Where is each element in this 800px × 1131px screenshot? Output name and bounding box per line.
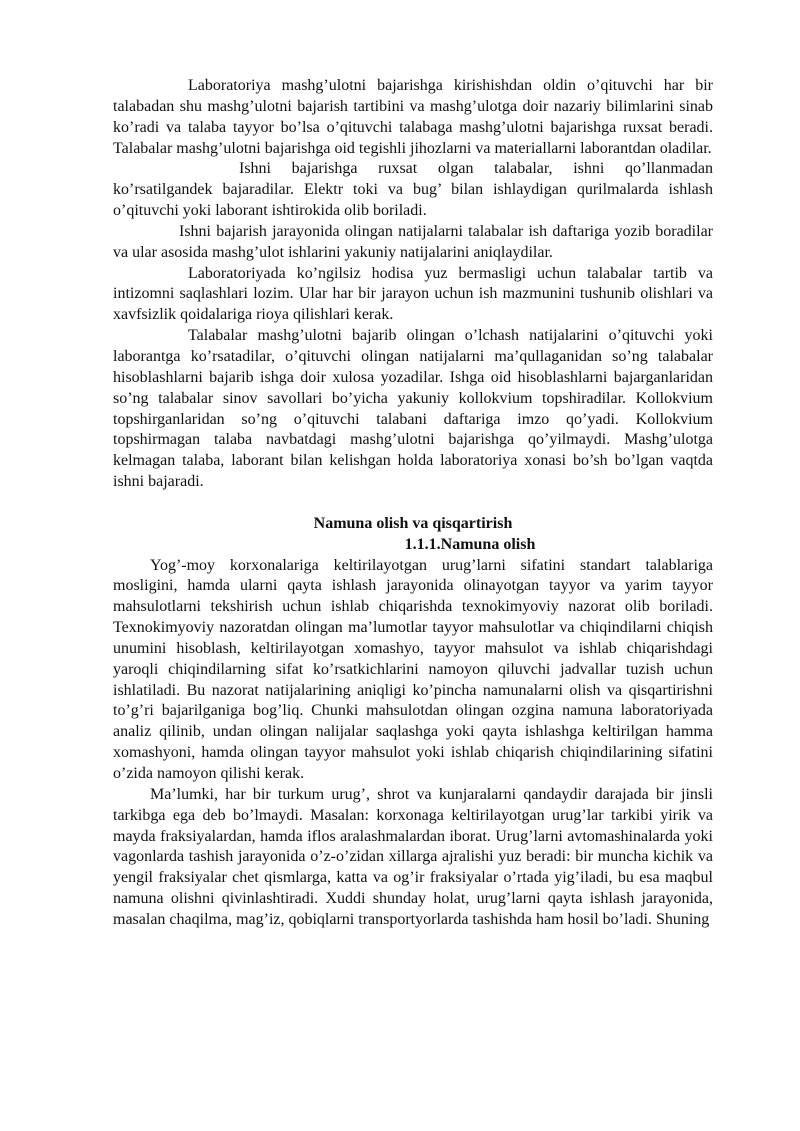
spacer (113, 493, 713, 514)
paragraph-results-recording: Ishni bajarish jarayonida olingan natijalarni talabalar ish daftariga yozib boradilar va ular asosida mashg’ulot ishlarini yakuniy natijalarini aniqlaydilar. (113, 222, 713, 261)
subsection-heading: 1.1.1.Namuna olish (404, 535, 536, 553)
paragraph-permission: Ishni bajarishga ruxsat olgan talabalar, ishni qo’llanmadan ko’rsatilgandek bajaradilar. Elektr toki va bug’ bilan ishlaydigan qurilmalarda ishlash o’qituvchi yoki laborant ishtirokida olib boriladi. (113, 160, 713, 220)
paragraph-seed-heterogeneity: Ma’lumki, har bir turkum urug’, shrot va kunjaralarni qandaydir darajada bir jinsli tarkibga ega deb bo’lmaydi. Masalan: korxonaga keltirilayotgan urug’lar tarkibi yirik va mayda fraksiyalardan, hamda iflos aralashmalardan iborat. Urug’larni avtomashinalarda yoki vagonlarda tashish jarayonida o’z-o’zidan xillarga ajralishi yuz beradi: bir muncha kichik va yengil fraksiyalar chet qismlarga, katta va og’ir fraksiyalar o’rtada yig’iladi, bu esa maqbul namuna olishni qivinlashtiradi. Xuddi shunday holat, urug’larni qayta ishlash jarayonida, masalan chaqilma, mag’iz, qobiqlarni transportyorlarda tashishda ham hosil bo’ladi. Shuning (113, 785, 713, 928)
paragraph-technochemical-control: Yog’-moy korxonalariga keltirilayotgan urug’larni sifatini standart talablariga mosligini, hamda ularni qayta ishlash jarayonida olinayotgan tayyor va yarim tayyor mahsulotlarni tekshirish uchun ishlab chiqarishda texnokimyoviy nazorat olib boriladi. Texnokimyoviy nazoratdan olingan ma’lumotlar tayyor mahsulotlar va chiqindilarni chiqish unumini hisoblash, keltirilayotgan xomashyo, tayyor mahsulot va ishlab chiqarishdagi yaroqli chiqindilarning sifat ko’rsatkichlarini namoyon qiluvchi jadvallar tuzish uchun ishlatiladi. Bu nazorat natijalarining aniqligi ko’pincha namunalarni olish va qisqartirishni to’g’ri bajarilganiga bog’liq. Chunki mahsulotdan olingan ozgina namuna laboratoriyada analiz qilinib, undan olingan nalijalar saqlashga yoki qayta ishlashga keltirilgan hamma xomashyoni, hamda olingan tayyor mahsulot yoki ishlab chiqarish chiqindilarining sifatini o’zida namoyon qilishi kerak. (113, 556, 713, 782)
document-page (113, 76, 713, 931)
paragraph-colloquium: Talabalar mashg’ulotni bajarib olingan o’lchash natijalarini o’qituvchi yoki laborantga ko’rsatadilar, o’qituvchi olingan natijalarni ma’qullaganidan so’ng talabalar hisoblashlarni bajarib ishga doir xulosa yozadilar. Ishga oid hisoblashlarni bajarganlaridan so’ng talabalar sinov savollari bo’yicha yakuniy kollokvium topshiradilar. Kollokvium topshirganlaridan so’ng o’qituvchi talabani daftariga imzo qo’yadi. Kollokvium topshirmagan talaba navbatdagi mashg’ulotni bajarishga qo’yilmaydi. Mashg’ulotga kelmagan talaba, laborant bilan kelishgan holda laboratoriya xonasi bo’sh bo’lgan vaqtda ishni bajaradi. (113, 327, 713, 491)
paragraph-lab-preparation: Laboratoriya mashg’ulotni bajarishga kirishishdan oldin o’qituvchi har bir talabadan shu mashg’ulotni bajarish tartibini va mashg’ulotga doir nazariy bilimlarini sinab ko’radi va talaba tayyor bo’lsa o’qituvchi talabaga mashg’ulotni bajarishga ruxsat beradi. Talabalar mashg’ulotni bajarishga oid tegishli jihozlarni va materiallarni laborantdan oladilar. (113, 77, 713, 157)
paragraph-safety: Laboratoriyada ko’ngilsiz hodisa yuz bermasligi uchun talabalar tartib va intizomni saqlashlari lozim. Ular har bir jarayon uchun ish mazmunini tushunib olishlari va xavfsizlik qoidalariga rioya qilishlari kerak. (113, 264, 713, 324)
section-heading: Namuna olish va qisqartirish (313, 514, 513, 532)
